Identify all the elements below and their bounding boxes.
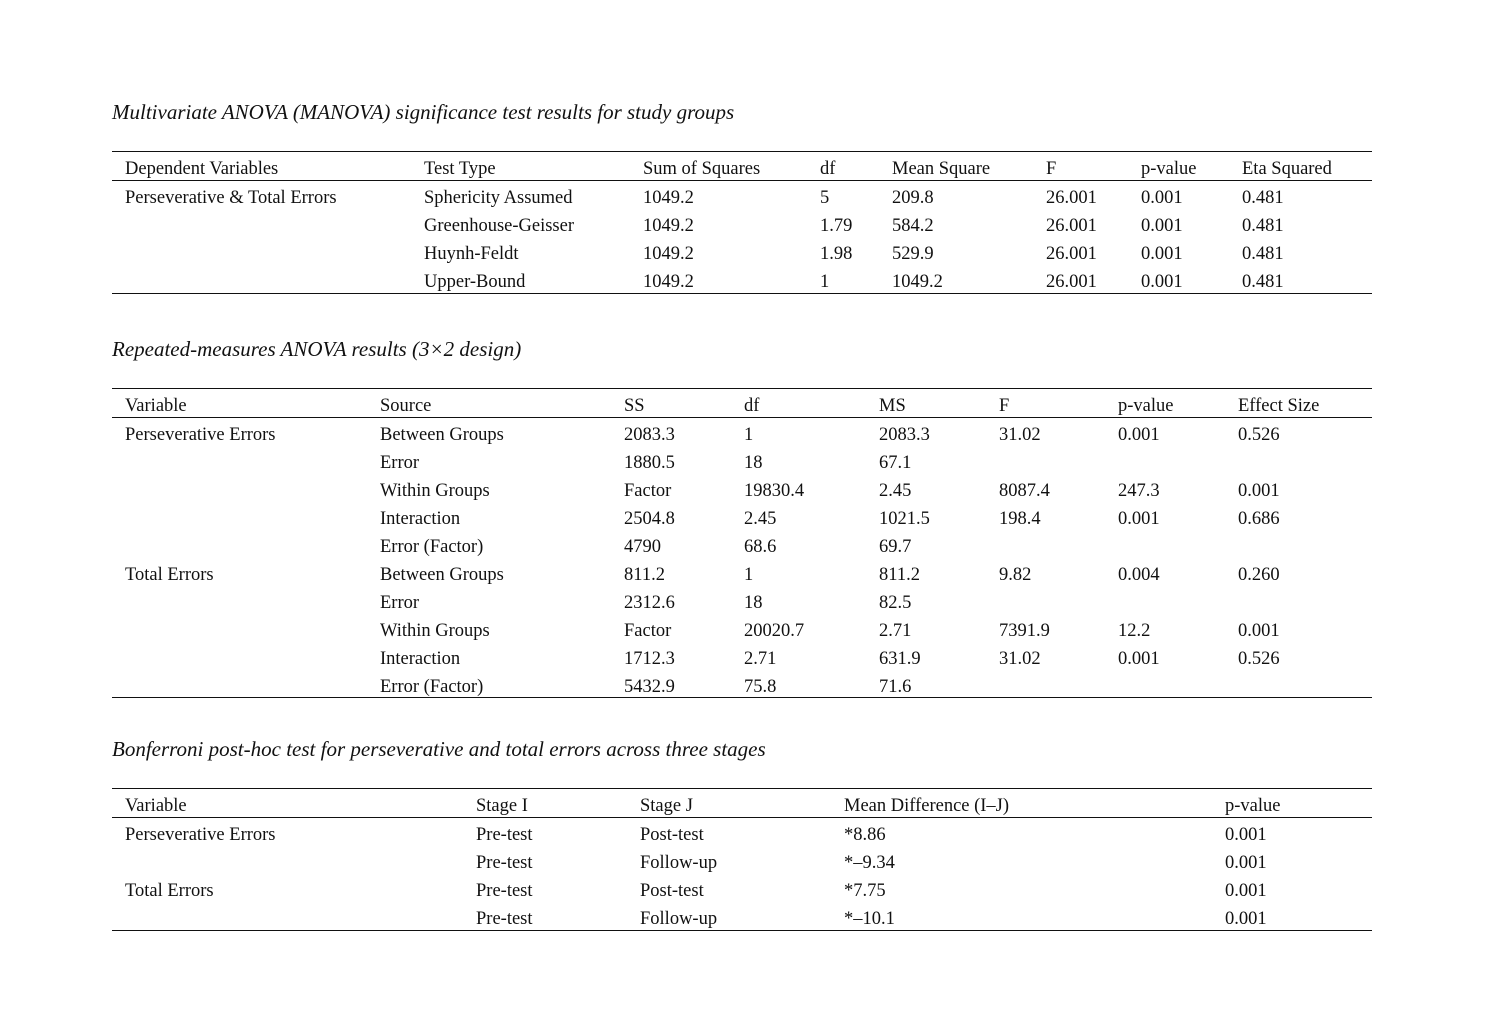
table-cell: Factor xyxy=(624,621,672,641)
table-cell: 0.260 xyxy=(1238,565,1280,585)
table-cell: 7391.9 xyxy=(999,621,1050,641)
table-cell: 2504.8 xyxy=(624,509,675,529)
table-cell: 2.71 xyxy=(744,649,777,669)
table-cell: 2.45 xyxy=(879,481,912,501)
table-cell: *7.75 xyxy=(844,881,886,901)
table-cell: 2083.3 xyxy=(879,425,930,445)
table-cell: 0.001 xyxy=(1225,909,1267,929)
column-header: Effect Size xyxy=(1238,396,1320,416)
table-cell: Error (Factor) xyxy=(380,677,484,697)
table-cell: 71.6 xyxy=(879,677,912,697)
table-cell: Between Groups xyxy=(380,565,504,585)
table-cell: Pre-test xyxy=(476,909,533,929)
table-cell: 198.4 xyxy=(999,509,1041,529)
table-cell: Upper-Bound xyxy=(424,272,526,292)
table-cell: 5432.9 xyxy=(624,677,675,697)
column-header: df xyxy=(820,159,836,179)
column-header: Eta Squared xyxy=(1242,159,1332,179)
rm-anova-caption: Repeated-measures ANOVA results (3×2 design) xyxy=(112,337,522,361)
bonferroni-caption: Bonferroni post-hoc test for perseverative and total errors across three stages xyxy=(112,737,766,761)
column-header: Source xyxy=(380,396,432,416)
table-cell: 2.71 xyxy=(879,621,912,641)
column-header: Mean Difference (I–J) xyxy=(844,796,1010,816)
table-cell: 1.98 xyxy=(820,244,853,264)
table-cell: 1 xyxy=(744,425,754,445)
table-cell: 584.2 xyxy=(892,216,934,236)
column-header: Stage I xyxy=(476,796,528,816)
column-header: Variable xyxy=(125,796,187,816)
manova-table xyxy=(112,151,1372,297)
column-header: Variable xyxy=(125,396,187,416)
table-cell: 1712.3 xyxy=(624,649,675,669)
table-cell: Perseverative Errors xyxy=(125,425,276,445)
table-cell: Within Groups xyxy=(380,481,490,501)
table-cell: 247.3 xyxy=(1118,481,1160,501)
table-cell: 0.001 xyxy=(1118,509,1160,529)
table-cell: 12.2 xyxy=(1118,621,1151,641)
table-cell: 1049.2 xyxy=(643,216,694,236)
table-cell: 0.001 xyxy=(1141,216,1183,236)
table-cell: 26.001 xyxy=(1046,272,1097,292)
table-cell: 0.001 xyxy=(1141,188,1183,208)
table-cell: 209.8 xyxy=(892,188,934,208)
column-header: Test Type xyxy=(424,159,496,179)
table-cell: 0.001 xyxy=(1225,881,1267,901)
column-header: F xyxy=(999,396,1010,416)
table-cell: Follow-up xyxy=(640,909,718,929)
column-header: Sum of Squares xyxy=(643,159,761,179)
table-cell: Sphericity Assumed xyxy=(424,188,573,208)
table-cell: 26.001 xyxy=(1046,188,1097,208)
table-cell: 811.2 xyxy=(879,565,920,585)
table-cell: 0.481 xyxy=(1242,272,1284,292)
table-cell: 1049.2 xyxy=(643,272,694,292)
table-cell: 68.6 xyxy=(744,537,777,557)
table-cell: 0.001 xyxy=(1118,425,1160,445)
table-cell: 18 xyxy=(744,593,763,613)
table-cell: *–10.1 xyxy=(844,909,895,929)
column-header: SS xyxy=(624,396,645,416)
table-cell: Pre-test xyxy=(476,881,533,901)
table-cell: 0.001 xyxy=(1141,272,1183,292)
column-header: Mean Square xyxy=(892,159,991,179)
table-cell: 69.7 xyxy=(879,537,912,557)
table-cell: 0.526 xyxy=(1238,425,1280,445)
table-top-rule xyxy=(112,151,1372,152)
table-cell: Pre-test xyxy=(476,825,533,845)
table-cell: Between Groups xyxy=(380,425,504,445)
table-cell: 529.9 xyxy=(892,244,934,264)
table-cell: Greenhouse-Geisser xyxy=(424,216,574,236)
column-header: df xyxy=(744,396,760,416)
table-cell: 31.02 xyxy=(999,649,1041,669)
table-cell: 0.481 xyxy=(1242,216,1284,236)
table-bottom-rule xyxy=(112,293,1372,294)
table-cell: 9.82 xyxy=(999,565,1032,585)
table-cell: *8.86 xyxy=(844,825,886,845)
table-cell: 20020.7 xyxy=(744,621,805,641)
table-cell: Error (Factor) xyxy=(380,537,484,557)
bonferroni-table xyxy=(112,788,1372,934)
table-cell: Factor xyxy=(624,481,672,501)
table-cell: 26.001 xyxy=(1046,216,1097,236)
table-cell: 31.02 xyxy=(999,425,1041,445)
column-header: Dependent Variables xyxy=(125,159,279,179)
table-cell: 0.686 xyxy=(1238,509,1280,529)
column-header: MS xyxy=(879,396,906,416)
table-cell: 1 xyxy=(744,565,754,585)
table-cell: 0.481 xyxy=(1242,244,1284,264)
table-cell: Total Errors xyxy=(125,565,214,585)
table-cell: 1 xyxy=(820,272,830,292)
table-cell: 631.9 xyxy=(879,649,921,669)
table-cell: Interaction xyxy=(380,649,461,669)
table-cell: 0.001 xyxy=(1141,244,1183,264)
column-header: Stage J xyxy=(640,796,693,816)
column-header: F xyxy=(1046,159,1057,179)
table-header-rule xyxy=(112,417,1372,418)
table-header-rule xyxy=(112,817,1372,818)
table-cell: 1.79 xyxy=(820,216,853,236)
table-cell: 2083.3 xyxy=(624,425,675,445)
table-cell: 0.526 xyxy=(1238,649,1280,669)
table-cell: 0.001 xyxy=(1238,481,1280,501)
table-top-rule xyxy=(112,388,1372,389)
table-cell: Error xyxy=(380,593,420,613)
table-cell: 1049.2 xyxy=(892,272,943,292)
table-cell: 0.481 xyxy=(1242,188,1284,208)
table-cell: 18 xyxy=(744,453,763,473)
table-cell: Interaction xyxy=(380,509,461,529)
table-bottom-rule xyxy=(112,930,1372,931)
table-cell: 67.1 xyxy=(879,453,912,473)
table-cell: Post-test xyxy=(640,825,704,845)
table-cell: 5 xyxy=(820,188,830,208)
table-cell: Post-test xyxy=(640,881,704,901)
table-cell: 4790 xyxy=(624,537,661,557)
table-cell: 0.001 xyxy=(1118,649,1160,669)
table-cell: 0.004 xyxy=(1118,565,1160,585)
table-cell: Pre-test xyxy=(476,853,533,873)
table-cell: 0.001 xyxy=(1225,853,1267,873)
table-cell: 2312.6 xyxy=(624,593,675,613)
table-cell: 811.2 xyxy=(624,565,665,585)
table-cell: 1880.5 xyxy=(624,453,675,473)
table-top-rule xyxy=(112,788,1372,789)
table-cell: 0.001 xyxy=(1238,621,1280,641)
table-cell: Perseverative & Total Errors xyxy=(125,188,337,208)
table-header-rule xyxy=(112,180,1372,181)
table-cell: Follow-up xyxy=(640,853,718,873)
table-cell: Within Groups xyxy=(380,621,490,641)
table-cell: 2.45 xyxy=(744,509,777,529)
table-cell: 1021.5 xyxy=(879,509,930,529)
table-cell: 0.001 xyxy=(1225,825,1267,845)
table-cell: *–9.34 xyxy=(844,853,895,873)
table-cell: Error xyxy=(380,453,420,473)
table-cell: 75.8 xyxy=(744,677,777,697)
column-header: p-value xyxy=(1225,796,1281,816)
table-cell: 8087.4 xyxy=(999,481,1050,501)
table-cell: Total Errors xyxy=(125,881,214,901)
manova-caption: Multivariate ANOVA (MANOVA) significance test results for study groups xyxy=(112,100,735,124)
table-cell: 26.001 xyxy=(1046,244,1097,264)
rm-anova-table xyxy=(112,388,1372,701)
column-header: p-value xyxy=(1118,396,1174,416)
table-bottom-rule xyxy=(112,697,1372,698)
table-cell: Huynh-Feldt xyxy=(424,244,519,264)
table-cell: 1049.2 xyxy=(643,188,694,208)
table-cell: 82.5 xyxy=(879,593,912,613)
table-cell: Perseverative Errors xyxy=(125,825,276,845)
column-header: p-value xyxy=(1141,159,1197,179)
table-cell: 1049.2 xyxy=(643,244,694,264)
table-cell: 19830.4 xyxy=(744,481,805,501)
